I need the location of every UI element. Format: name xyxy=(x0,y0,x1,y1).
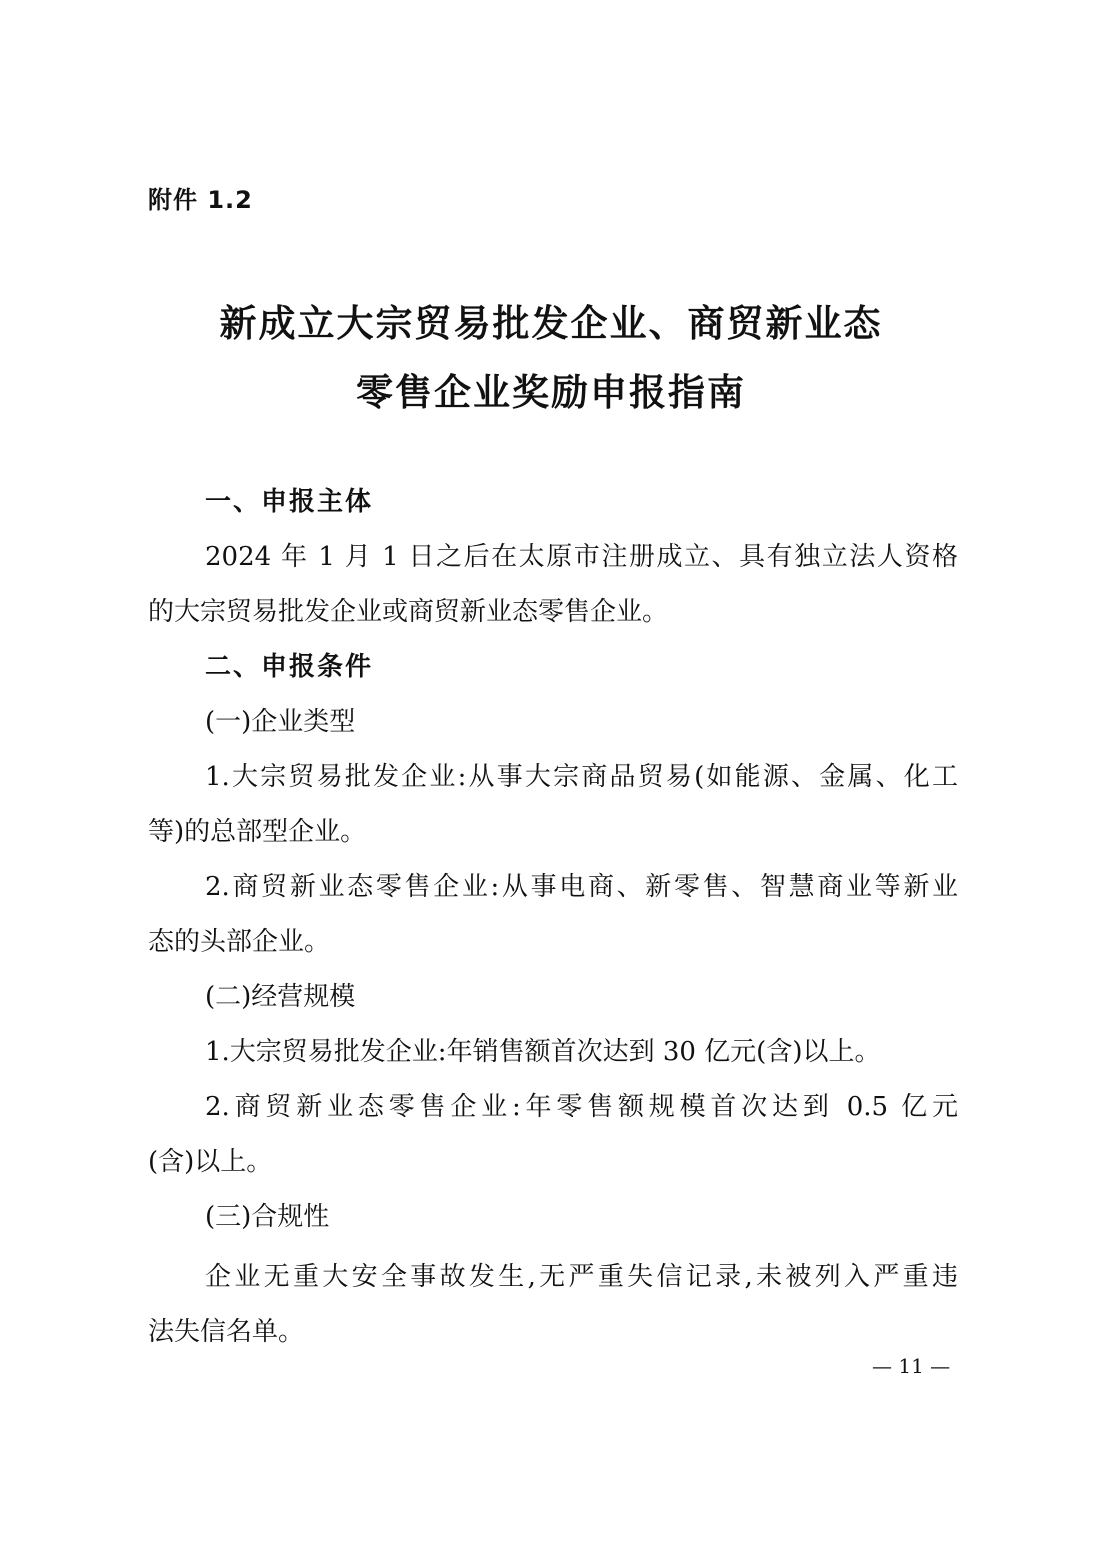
item-bulk-trade-scale: 1.大宗贸易批发企业:年销售额首次达到 30 亿元(含)以上。 xyxy=(205,1037,881,1067)
section-heading-conditions: 二、申报条件 xyxy=(205,652,374,682)
subheading-compliance: (三)合规性 xyxy=(205,1202,330,1232)
item-bulk-trade-line-1: 1.大宗贸易批发企业:从事大宗商品贸易(如能源、金属、化工 xyxy=(205,762,958,792)
item-new-retail-scale-line-2: (含)以上。 xyxy=(148,1147,273,1177)
item-new-retail-line-1: 2.商贸新业态零售企业:从事电商、新零售、智慧商业等新业 xyxy=(205,872,958,902)
paragraph-applicant-line-2: 的大宗贸易批发企业或商贸新业态零售企业。 xyxy=(148,597,669,627)
document-title-line-1: 新成立大宗贸易批发企业、商贸新业态 xyxy=(219,302,883,345)
subheading-enterprise-type: (一)企业类型 xyxy=(205,707,356,737)
paragraph-compliance-line-2: 法失信名单。 xyxy=(148,1317,305,1347)
item-bulk-trade-line-2: 等)的总部型企业。 xyxy=(148,817,367,847)
subheading-business-scale: (二)经营规模 xyxy=(205,982,356,1012)
item-new-retail-scale-line-1: 2.商贸新业态零售企业:年零售额规模首次达到 0.5 亿元 xyxy=(205,1092,958,1122)
item-new-retail-line-2: 态的头部企业。 xyxy=(148,927,331,957)
attachment-label: 附件 1.2 xyxy=(148,186,253,214)
document-title-line-2: 零售企业奖励申报指南 xyxy=(356,371,746,414)
paragraph-applicant-line-1: 2024 年 1 月 1 日之后在太原市注册成立、具有独立法人资格 xyxy=(205,542,958,572)
paragraph-compliance-line-1: 企业无重大安全事故发生,无严重失信记录,未被列入严重违 xyxy=(205,1262,958,1292)
page-number: — 11 — xyxy=(872,1354,951,1378)
section-heading-applicant: 一、申报主体 xyxy=(205,487,374,517)
